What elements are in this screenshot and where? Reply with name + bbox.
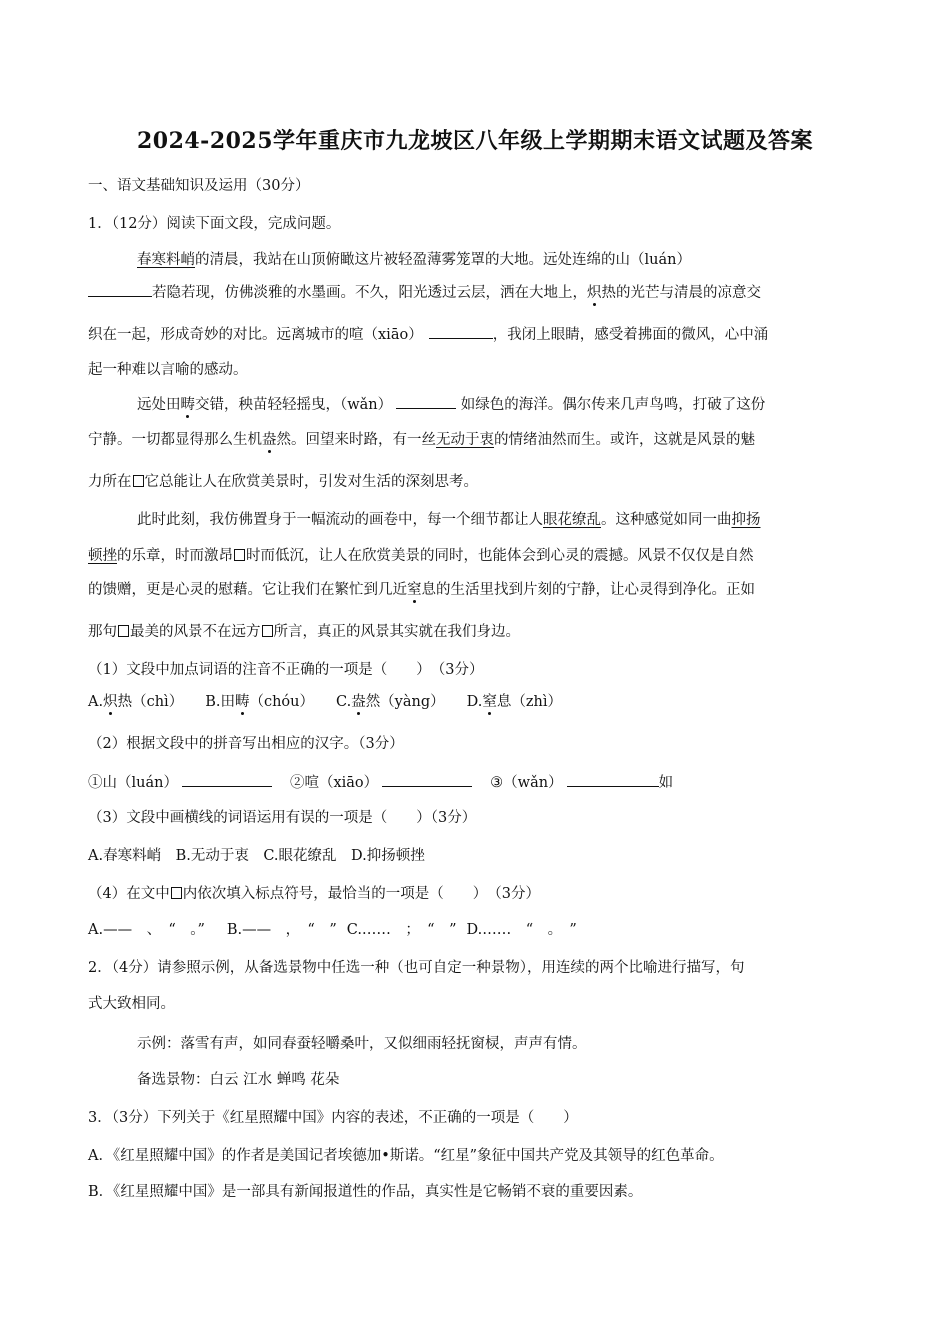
punctuation-box [171, 887, 182, 899]
passage-p3-line1: 此时此刻，我仿佛置身于一幅流动的画卷中，每一个细节都让人眼花缭乱。这种感觉如同一曲抑扬 [137, 512, 761, 528]
punctuation-box [118, 625, 129, 637]
underlined-word-yanhua: 眼花缭乱 [543, 512, 601, 528]
blank-wan [396, 394, 456, 409]
section-heading: 一、语文基础知识及运用（30分） [88, 178, 310, 194]
passage-p1-line1: 春寒料峭的清晨，我站在山顶俯瞰这片被轻盈薄雾笼罩的大地。远处连绵的山（luán） [137, 252, 691, 268]
subquestion-1-options [88, 692, 562, 712]
passage-p3-line2: 顿挫的乐章，时而激昂 时而低沉，让人在欣赏美景的同时，也能体会到心灵的震撼。风景不仅仅是自然 [88, 548, 754, 564]
punctuation-box [133, 475, 144, 487]
option-d[interactable]: D.窒息（zhì） [466, 694, 562, 710]
option-a[interactable]: A.—— 、 “ 。” [88, 922, 205, 938]
answer-blank-2[interactable] [382, 772, 472, 787]
underlined-word-dunc uo: 顿挫 [88, 548, 117, 564]
answer-blank-1[interactable] [182, 772, 272, 787]
option-d[interactable]: D.…… “ 。 ” [466, 922, 577, 938]
option-b[interactable]: B.田畴（chóu） [205, 694, 314, 710]
subquestion-2-stem: （2）根据文段中的拼音写出相应的汉字。（3分） [88, 736, 404, 752]
underlined-word-yiyang: 抑扬 [731, 512, 761, 528]
subquestion-3-options[interactable]: A.春寒料峭 B.无动于衷 C.眼花缭乱 D.抑扬顿挫 [88, 848, 425, 864]
dotted-char-chi: 炽 [587, 285, 602, 301]
passage-p2-line1: 远处田畴交错，秧苗轻轻摇曳，（wǎn） 如绿色的海洋。偶尔传来几声鸟鸣，打破了这份 [137, 394, 765, 415]
subquestion-3-stem: （3）文段中画横线的词语运用有误的一项是（ ）（3分） [88, 810, 477, 826]
underlined-word-wudong: 无动于衷 [436, 432, 494, 448]
dotted-char-zhi: 窒 [407, 582, 422, 598]
dotted-char-ang: 盎 [262, 432, 277, 448]
passage-p1-line2: 若隐若现，仿佛淡雅的水墨画。不久，阳光透过云层，洒在大地上，炽热的光芒与清晨的凉意交 [88, 282, 761, 303]
option-b[interactable]: B.—— ， “ ” [226, 922, 337, 938]
passage-p1-line4: 起一种难以言喻的感动。 [88, 362, 248, 378]
question-3-stem: 3．（3分）下列关于《红星照耀中国》内容的表述，不正确的一项是（ ） [88, 1110, 578, 1126]
option-a[interactable]: A.炽热（chì） [88, 694, 184, 710]
underlined-word-chunhan: 春寒料峭 [137, 252, 195, 268]
subquestion-2-blanks: ①山（luán） ②喧（xiāo） ③（wǎn） 如 [88, 772, 673, 793]
option-c[interactable]: C.盎然（yàng） [336, 694, 445, 710]
question-3-option-a[interactable]: A．《红星照耀中国》的作者是美国记者埃德加•斯诺。“红星”象征中国共产党及其领导的红色革命。 [88, 1148, 724, 1164]
passage-p3-line3: 的馈赠，更是心灵的慰藉。它让我们在繁忙到几近窒息的生活里找到片刻的宁静，让心灵得到净化。正如 [88, 582, 755, 598]
punctuation-box [234, 549, 245, 561]
question-2-line2: 式大致相同。 [88, 996, 175, 1012]
punctuation-box [262, 625, 273, 637]
question-1-intro: 1．（12分）阅读下面文段，完成问题。 [88, 216, 341, 232]
option-c[interactable]: C.…… ； “ ” [346, 922, 457, 938]
question-2-options: 备选景物：白云 江水 蝉鸣 花朵 [137, 1072, 340, 1088]
question-3-option-b[interactable]: B．《红星照耀中国》是一部具有新闻报道性的作品，真实性是它畅销不衰的重要因素。 [88, 1184, 643, 1200]
dotted-char-chou: 畴 [180, 397, 195, 413]
passage-p1-line3: 织在一起，形成奇妙的对比。远离城市的喧（xiāo） ，我闭上眼睛，感受着拂面的微风，心中涌 [88, 324, 768, 345]
subquestion-4-options [88, 920, 577, 940]
subquestion-1-stem: （1）文段中加点词语的注音不正确的一项是（ ） （3分） [88, 662, 484, 678]
answer-blank-3[interactable] [567, 772, 659, 787]
page-title: 2024-2025学年重庆市九龙坡区八年级上学期期末语文试题及答案 [136, 128, 814, 154]
blank-xiao [429, 324, 493, 339]
question-2-example: 示例：落雪有声，如同春蚕轻嚼桑叶，又似细雨轻抚窗棂，声声有情。 [137, 1036, 587, 1052]
passage-p3-line4: 那句 最美的风景不在远方 所言，真正的风景其实就在我们身边。 [88, 624, 520, 640]
passage-p2-line2: 宁静。一切都显得那么生机盎然。回望来时路，有一丝无动于衷的情绪油然而生。或许，这就是风景的魅 [88, 432, 755, 448]
passage-p2-line3: 力所在 它总能让人在欣赏美景时，引发对生活的深刻思考。 [88, 474, 478, 490]
subquestion-4-stem: （4）在文中 内依次填入标点符号，最恰当的一项是（ ） （3分） [88, 886, 540, 902]
question-2-line1: 2．（4分）请参照示例，从备选景物中任选一种（也可自定一种景物），用连续的两个比喻进行描写，句 [88, 960, 745, 976]
blank-luan [88, 282, 152, 297]
